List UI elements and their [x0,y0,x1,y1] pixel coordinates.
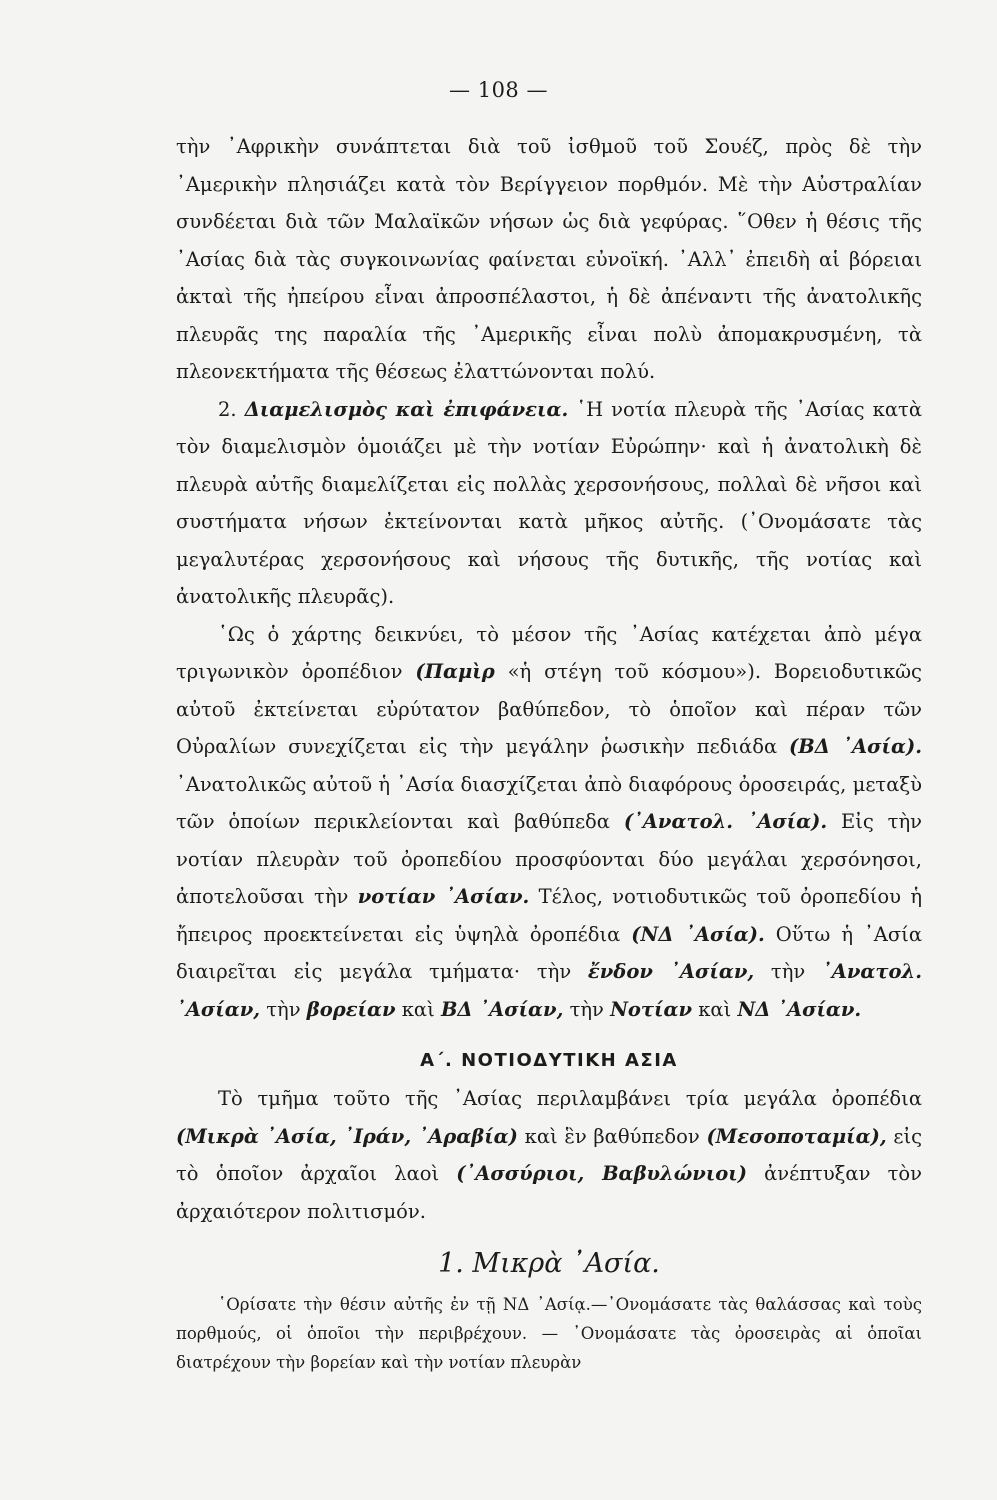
emphasis: ΒΔ ᾿Ασίαν, [440,997,564,1021]
paragraph-relief [176,391,922,616]
emphasis: (ΝΔ ᾿Ασία). [631,922,765,946]
exercise-text: ῾Ορίσατε τὴν θέσιν αὐτῆς ἐν τῇ ΝΔ ᾿Ασίᾳ.—᾿Ονομάσατε τὰς θαλάσσας καὶ τοὺς πορθμούς, οἱ ὁποῖοι τὴν περιβρέχουν. — ᾿Ονομάσατε τὰς ὀροσειρὰς αἱ ὁποῖαι διατρέχουν τὴν βορείαν καὶ τὴν νοτίαν πλευρὰν [176,1295,922,1372]
text-run: εἰς τὸ ὁποῖον ἀρχαῖοι λαοὶ [176,1124,923,1185]
emphasis: Νοτίαν [610,997,693,1021]
text-run: τὴν [770,960,806,983]
text-run: ᾿Ανατολικῶς αὐτοῦ ἡ ᾿Ασία διασχίζεται ἀπὸ διαφόρους ὀροσειράς, μεταξὺ τῶν ὁποίων περικλείονται καὶ βαθύπεδα [176,772,922,833]
paragraph-continuation: τὴν ᾿Αφρικὴν συνάπτεται διὰ τοῦ ἰσθμοῦ τοῦ Σουέζ, πρὸς δὲ τὴν ᾿Αμερικὴν πλησιάζει κατὰ τὸν Βερίγγειον πορθμόν. Μὲ τὴν Αὐστραλίαν συνδέεται διὰ τῶν Μαλαϊκῶν νήσων ὡς διὰ γεφύρας. ῞Οθεν ἡ θέσις τῆς ᾿Ασίας διὰ τὰς συγκοινωνίας φαίνεται εὐνοϊκή. ᾿Αλλ᾿ ἐπειδὴ αἱ βόρειαι ἀκταὶ τῆς ἠπείρου εἶναι ἀπροσπέλαστοι, ἡ δὲ ἀπέναντι τῆς ἀνατολικῆς πλευρᾶς της παραλία τῆς ᾿Αμερικῆς εἶναι πολὺ ἀπομακρυσμένη, τὰ πλεονεκτήματα τῆς θέσεως ἐλαττώνονται πολύ. [176,135,922,383]
emphasis: (ΒΔ ᾿Ασία). [789,735,922,758]
emphasis: βορείαν [306,997,396,1021]
text-run: Εἰς τὴν νοτίαν πλευρὰν τοῦ ὀροπεδίου προσφύονται δύο μεγάλαι χερσόνησοι, ἀποτελοῦσαι τὴν [176,810,923,908]
page-number: — 108 — [449,78,548,102]
text-run: «ἡ στέγη τοῦ κόσμου»). Βορειοδυτικῶς αὐτοῦ ἐκτείνεται εὐρύτατον βαθύπεδον, τὸ ὁποῖον καὶ πέραν τῶν Οὐραλίων συνεχίζεται εἰς τὴν μεγάλην ῥωσικὴν πεδιάδα [176,660,922,758]
text-run: Τὸ τμῆμα τοῦτο τῆς ᾿Ασίας περιλαμβάνει τρία μεγάλα ὀροπέδια [218,1087,922,1110]
text-run: ῾Ως ὁ χάρτης δεικνύει, τὸ μέσον τῆς ᾿Ασίας κατέχεται ἀπὸ μέγα τριγωνικὸν ὀροπέδιον [176,622,922,683]
text-run: ἀνέπτυξαν τὸν ἀρχαιότερον πολιτισμόν. [176,1162,922,1223]
body-text [176,128,922,1377]
text-run: Οὕτω ἡ ᾿Ασία διαιρεῖται εἰς μεγάλα τμήματα· τὴν [176,922,922,983]
paragraph-southwest-asia [176,1080,922,1230]
emphasis: ἔνδον ᾿Ασίαν, [587,960,755,983]
text-run: καὶ [401,997,435,1021]
text-run: Τέλος, νοτιοδυτικῶς τοῦ ὀροπεδίου ἡ ἤπειρος προεκτείνεται εἰς ὑψηλὰ ὀροπέδια [176,885,923,946]
emphasis: (Μικρὰ ᾿Ασία, ᾿Ιράν, ᾿Αραβία) [176,1124,518,1148]
text-run: τὴν [266,997,301,1021]
emphasis: (᾿Ανατολ. ᾿Ασία). [623,810,828,833]
section-heading: Διαμελισμὸς καὶ ἐπιφάνεια. [244,397,569,421]
text-run: καὶ ἓν βαθύπεδον [524,1124,700,1148]
subsection-heading: 1. Μικρὰ ᾿Ασία. [438,1248,660,1279]
emphasis: (᾿Ασσύριοι, Βαβυλώνιοι) [456,1162,747,1185]
text-run: τὴν [569,997,604,1021]
paragraph-text: ῾Η νοτία πλευρὰ τῆς ᾿Ασίας κατὰ τὸν διαμελισμὸν ὁμοιάζει μὲ τὴν νοτίαν Εὐρώπην· καὶ ἡ ἀνατολικὴ δὲ πλευρὰ αὐτῆς διαμελίζεται εἰς πολλὰς χερσονήσους, πολλαὶ δὲ νῆσοι καὶ συστήματα νήσων ἐκτείνονται κατὰ μῆκος αὐτῆς. (᾿Ονομάσατε τὰς μεγαλυτέρας χερσονήσους καὶ νήσους τῆς δυτικῆς, τῆς νοτίας καὶ ἀνατολικῆς πλευρᾶς). [176,397,922,608]
emphasis: ΝΔ ᾿Ασίαν. [737,997,862,1021]
emphasis: (Μεσοποταμία), [706,1124,887,1148]
section-a-heading: Α΄. ΝΟΤΙΟΔΥΤΙΚΗ ΑΣΙΑ [420,1050,678,1071]
paragraph-plateau [176,616,922,1029]
text-run: καὶ [698,997,732,1021]
section-number: 2. [218,397,237,421]
emphasis: νοτίαν ᾿Ασίαν. [357,885,530,908]
emphasis: ᾿Ανατολ. ᾿Ασίαν, [176,960,922,1021]
emphasis: (Παμὶρ [415,660,495,683]
